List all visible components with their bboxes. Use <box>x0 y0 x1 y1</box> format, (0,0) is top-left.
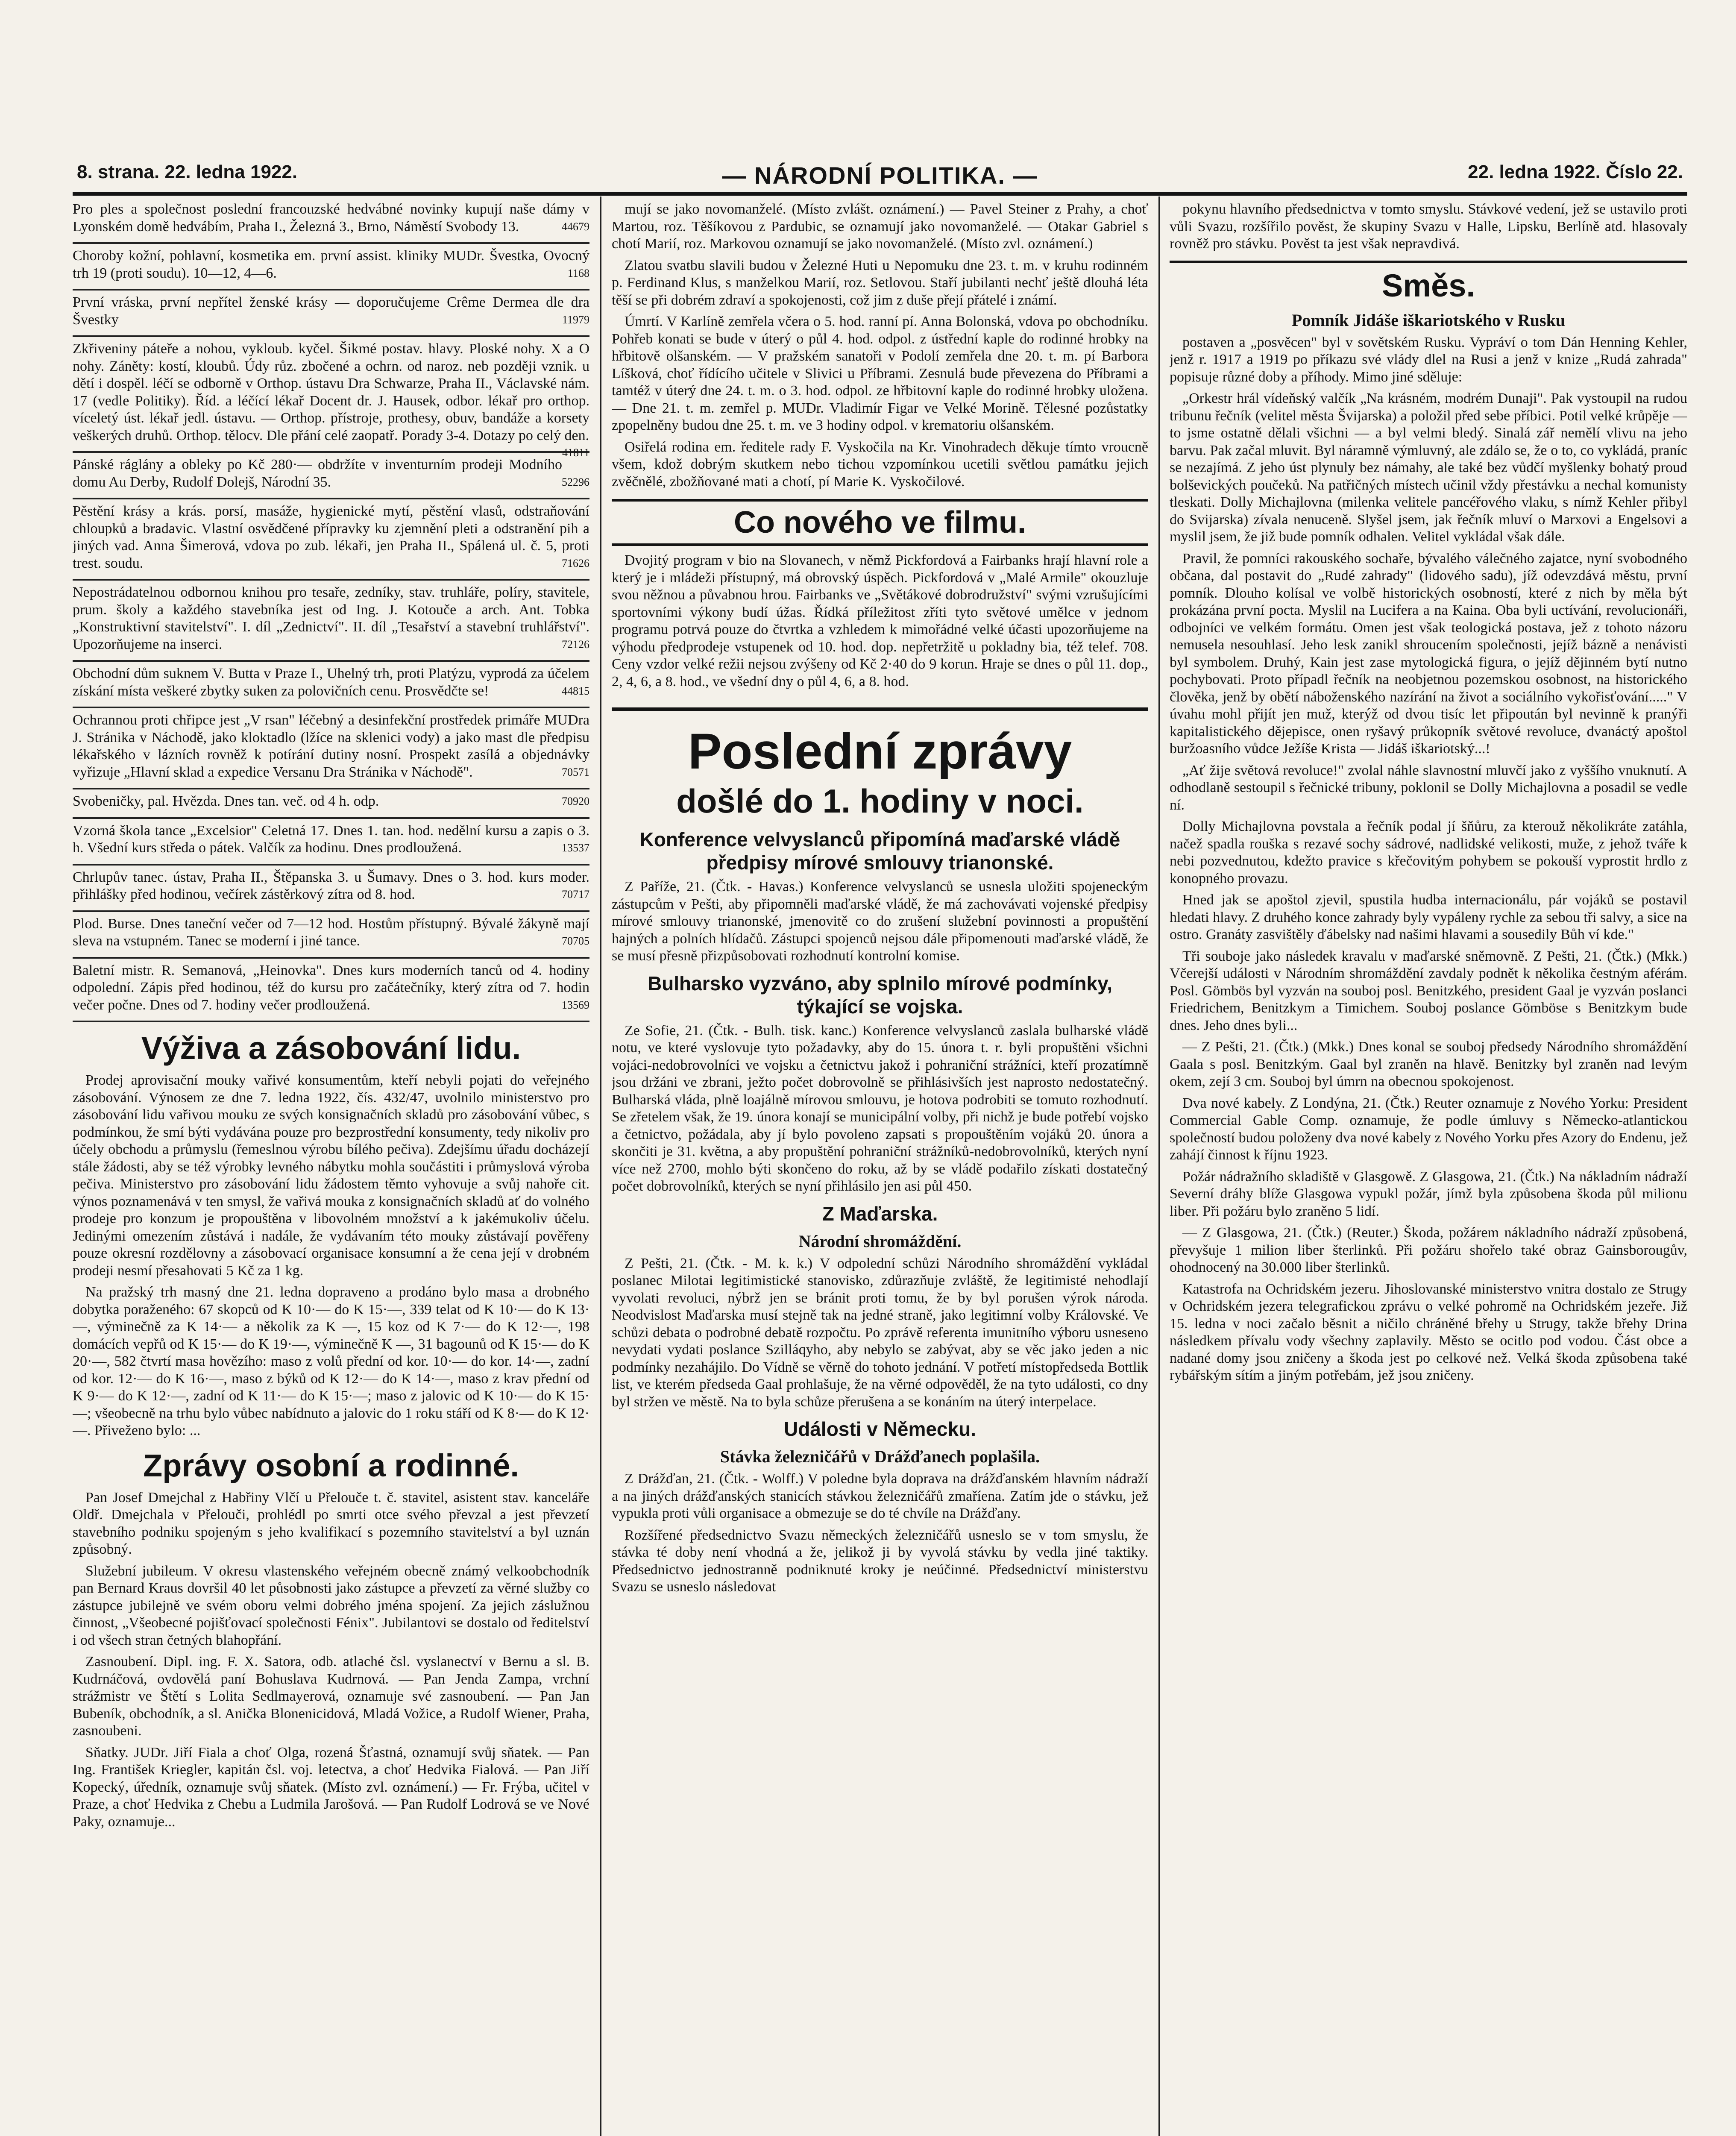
classified-ad <box>73 869 589 912</box>
family-news-continued <box>612 201 1148 490</box>
article-paragraph: „Orkestr hrál vídeňský valčík „Na krásném, modrém Dunaji". Pak vystoupil na rudou tribunu řečník (velitel města Švijarska) a položil před sebe příbici. Potil velké krůpěje — to jsme ostatně dělali všichni — a byl velmi bledý. Sinalá zář nemělí vlivu na jeho barvu. Pak začal mluvit. Byl náramně výmluvný, ale zdálo se, že o to, co vykládá, praníc se nezajímá. Z jeho úst plynuly bez námahy, ale také bez vůdčí myšlenky bohatý proud bolševických poučeků. Na patřičných místech učinil vždy přestávku a nechal komunisty tleskati. Dolly Michajlovna (milenka velitele pancéřového vlaku, s nímž Kehler přibyl do Svijarska) zívala nenuceně. Slyšel jsem, jak řečník mluví o Marxovi a Engelsovi a myslil jsem, že již bude pomník odhalen. Velitel vykládal však dále. <box>1170 390 1687 545</box>
judas-monument-article <box>1170 334 1687 944</box>
ad-reference-number: 44679 <box>562 220 589 233</box>
ad-reference-number: 71626 <box>562 557 589 569</box>
classified-ad <box>73 822 589 866</box>
column-divider <box>600 197 601 2136</box>
article-paragraph: Služební jubileum. V okresu vlastenského veřejném obecně známý velkoobchodník pan Bernard Kraus dovršil 40 let působnosti jako zástupce a převzetí za věrné služby co zástupce jubilejně ve svém oboru velmi dobrého jména spojení. Za jejich záslužnou činnost, „Všeobecné pojišťovací společnosti Fénix". Jubilantovi se dostalo od ředitelství i od všech stran četných blahopřání. <box>73 1563 589 1648</box>
ad-text: Choroby kožní, pohlavní, kosmetika em. první assist. kliniky MUDr. Švestka, Ovocný trh 19 (proti soudu). 10—12, 4—6. 1168 <box>73 247 589 282</box>
article-paragraph: Z Pešti, 21. (Čtk. - M. k. k.) V odpolední schůzi Národního shromáždění vykládal poslanec Milotai legitimistické stanovisko, zdůrazňuje zvláště, že legitimisté nehodlají vyvolati revoluci, nýbrž jen se bránit proti tomu, že by byl porušen výrok národa. Neodvislost Maďarska musí stejně tak na jedné straně, jako legitimní volby Královské. Ve schůzi debata o podrobné debatě rozpočtu. Po zprávě referenta imunitního výboru usneseno nevydati vydati poslance Szilláqyho, aby nebylo se zabývat, aby se věc jako jeden a nic podmínky nezahájilo. Do Vídně se věrně do tohoto jednání. V potřetí místopředseda Bottlik list, ve kterém předseda Gaal prohlašuje, že na věrné odpověděl, že na tyto události, co dny byl stržen ve městě. Na to byla schůze přerušena a se konáním na úterý interpelace. <box>612 1255 1148 1410</box>
ad-text: Ochrannou proti chřipce jest „V rsan" léčebný a desinfekční prostředek primáře MUDra J. Stránika v Náchodě, jako kloktadlo (lžíce na sklenici vody) a jako mast dle předpisu lékařského v lázních rovněž k potírání dutiny nosní. Prospekt zasílá a objednávky vyřizuje „Hlavní sklad a expedice Versanu Dra Stránika v Náchodě". 70571 <box>73 712 589 781</box>
classified-ad <box>73 340 589 459</box>
newspaper-page <box>73 154 1687 2136</box>
article-paragraph: Hned jak se apoštol zjevil, spustila hudba internacionálu, pár vojáků se postavil hledati hlavy. Z druhého konce zahrady byly vypáleny rychle za sebou tři salvy, a sice na ostro. Granáty zasvištěly ďábelsky nad našimi hlavami a sousedily Bůh ví kde." <box>1170 892 1687 942</box>
ad-text: Pro ples a společnost poslední francouzské hedvábné novinky kupují naše dámy v Lyonském domě hedvábím, Praha I., Železná 3., Brno, Náměstí Svobody 13. 44679 <box>73 201 589 235</box>
classified-ad <box>73 665 589 708</box>
ad-text: Svobeničky, pal. Hvězda. Dnes tan. več. od 4 h. odp. 70920 <box>73 793 589 810</box>
film-section-title: Co nového ve filmu. <box>612 499 1148 546</box>
headline-hungary-conference: Konference velvyslanců připomíná maďarské vládě předpisy mírové smlouvy trianonské. <box>639 828 1120 874</box>
article-paragraph: Osiřelá rodina em. ředitele rady F. Vyskočila na Kr. Vinohradech děkuje tímto vroucně všem, kdož dobrým skutkem nebo tichou vzpomínkou ucetili světlou památku jejich zvěčnělé, zbožňované mati a chotí, pí Marie K. Vyskočilové. <box>612 439 1148 490</box>
ad-text: Vzorná škola tance „Excelsior" Celetná 17. Dnes 1. tan. hod. nedělní kursu a zapis o 3. h. Všední kurs středa o pátek. Valčík za hodinu. Dnes prodloužená. 13537 <box>73 822 589 857</box>
masthead: — NÁRODNÍ POLITIKA. — <box>722 162 1038 189</box>
news-brief: Požár nádražního skladiště v Glasgowě. Z Glasgowa, 21. (Čtk.) Na nákladním nádraží Severní dráhy blíže Glasgowa vypukl požár, jímž byla způsobena škoda půl milionu liber. Při požáru bylo zraněno 5 lidí. <box>1170 1168 1687 1219</box>
classified-ad <box>73 712 589 789</box>
column-1 <box>73 201 589 2136</box>
classified-ad <box>73 247 589 290</box>
film-section-body <box>612 552 1148 690</box>
headline-bulgaria: Bulharsko vyzváno, aby splnilo mírové podmínky, týkající se vojska. <box>647 972 1113 1018</box>
subheadline-dresden-strike: Stávka železničářů v Drážďanech poplašila. <box>720 1447 1040 1466</box>
ad-reference-number: 11979 <box>562 313 589 326</box>
ad-text: První vráska, první nepřítel ženské krásy — doporučujeme Crême Dermea dle dra Švestky 11979 <box>73 294 589 329</box>
ad-text: Pěstění krásy a krás. porsí, masáže, hygienické mytí, pěstění vlasů, odstraňování chloupků a bradavic. Vlastní osvědčené přípravky ku zjemnění pleti a odstranění pih a jiných vad. Anna Šimerová, vdova po zub. lékaři, jen Praha II., Spálená ul. č. 5, proti trest. soudu. 71626 <box>73 503 589 572</box>
classified-ad <box>73 962 589 1023</box>
article-paragraph: Rozšířené předsednictvo Svazu německých železničářů usneslo se v tom smyslu, že stávka té doby není vhodná a že, jelikož ji by vyvolá stávku by vedla jiné taktiky. Předsednictvo jednostranně podniknuté kroky je neúčinné. Předsednictví ministerstvu Svazu se usneslo následovat <box>612 1527 1148 1595</box>
short-news-items <box>1170 948 1687 1385</box>
ad-text: Zkřiveniny páteře a nohou, vykloub. kyčel. Šikmé postav. hlavy. Ploské nohy. X a O nohy. Záněty: kostí, kloubů. Údy růz. zbočené a ochrn. od naroz. neb později vznik. u dětí i dospěl. léčí se odborně v Orthop. ústavu Dra Schwarze, Praha II., Václavské nám. 17 (vedle Politiky). Říd. a léčící lékař Docent dr. J. Hausek, odbor. lékař pro orthop. víceletý úst. lékař jedl. ústavu. — Orthop. přístroje, prothesy, obuv, bandáže a korsety veškerých druhů. Orthop. tělocv. Dle přání celé zaopatř. Porady 3-4. Dotazy po celý den. 41811 <box>73 340 589 444</box>
column-divider <box>1158 197 1160 2136</box>
article-paragraph: Dvojitý program v bio na Slovanech, v němž Pickfordová a Fairbanks hrají hlavní role a který je i mládeži přístupný, má obrovský úspěch. Pickfordová v „Malé Armile" okouzluje svou něžnou a půvabnou hrou. Fairbanks ve „Světákové dobrodružství" svými vzrušujícími sportovními výkony budí úžas. Řídká příležitost zříti tyto světové umělce v jednom programu potrvá pouze do čtvrtka a vzhledem k mimořádné velké účasti upozorňujeme na výhodu předprodeje vstupenek od 10. hod. dop. nepřetržitě u pokladny bia, též telef. 708. Ceny vzdor velké režii nejsou zvýšeny od Kč 2·40 do 9 korun. Hraje se dnes o půl 11. dop., 2, 4, 6, a 8. hod., ve všední dny o půl 4, 6, a 8. hod. <box>612 552 1148 690</box>
article-paragraph: Úmrtí. V Karlíně zemřela včera o 5. hod. ranní pí. Anna Bolonská, vdova po obchodníku. Pohřeb konati se bude v úterý o půl 4. hod. odpol. z ústřední kaple do rodinné hrobky na hřbitově olšanském. — V pražském sanatoři v Podolí zemřela dne 20. t. m. pí Barbora Líšková, choť řídícího učitele v Slivici u Příbrami. Zesnulá bude převezena do Příbrami a tamtéž v úterý dne 24. t. m. o 3. hod. odpol. ze hřbitovní kaple do rodinné hrobky uložena. — Dne 21. t. m. zemřel p. MUDr. Vladimír Figar ve Velké Morině. Tělesné pozůstatky zpopelněny budou dne 25. t. m. ve 3 hodiny odpol. v krematoriu olšanském. <box>612 314 1148 433</box>
ad-reference-number: 72126 <box>562 638 589 651</box>
article-paragraph: Pravil, že pomníci rakouského sochaře, bývalého válečného zajatce, nyní svobodného občana, dal postavit do „Rudé zahrady" (lidového sadu), jíž odevzdává městu, první pomník. Dlouho kolísal ve volbě historických osobností, které z nich by měla být prokázána první pocta. Myslil na Lucifera a na Kaina. Oba byli uctívání, revolucionáři, odbojníci ve velkém formátu. Omen jest však teologická postava, jež z tohoto názoru nemusela nesouhlasí. Jeho lesk zanikl shroucením společnosti, jejíž bázně a nenávisti byl symbolem. Druhý, Kain jest zase mytologická figura, o jejíž dějinném bytí nutno pochybovati. Proto případl řečník na neobjetnou pozemskou osobnost, na historického člověka, jenž by obětí náboženského nazírání na život a sociálního vykořisťování....." V úvahu mohl přijít jen muž, kterýž od dvou tisíc let připoután byl nevinně k pranýři kapitalistického dějepisce, onen ryšavý průkopník světové revoluce, dvanáctý apoštol buržoasního vůdce Ježíše Krista — Jidáš iškariotský...! <box>1170 550 1687 757</box>
classified-ads <box>73 201 589 1022</box>
personal-section-body <box>73 1489 589 1831</box>
classified-ad <box>73 456 589 499</box>
headline-germany: Události v Německu. <box>784 1418 976 1440</box>
article-paragraph: Na pražský trh masný dne 21. ledna dopraveno a prodáno bylo masa a drobného dobytka poraženého: 67 skopců od K 10·— do K 15·—, 339 telat od K 10·— do K 13·—, výminečně za K 14·— a několik za K —, 15 koz od K 7·— do K 12·—, 198 domácích vepřů od K 15·— do K 19·—, výminečně K —, 31 bagounů od K 15·— do K 20·—, 582 čtvrtí masa hovězího: maso z volů přední od kor. 10·— do kor. 14·—, zadní od kor. 12·— do K 16·—, maso z býků od K 12·— do K 14·—, maso z krav přední od K 9·— do K 12·—, zadní od K 11·— do K 15·—; maso z jalovic od K 10·— do K 15·—; všeobecně na trhu bylo vůbec nabídnuto a jalovic do 1 roku stáří od K 8·— do K 12·—. Přiveženo bylo: ... <box>73 1284 589 1438</box>
ad-reference-number: 13569 <box>562 998 589 1011</box>
latest-news-subtitle: došlé do 1. hodiny v noci. <box>676 782 1084 820</box>
article-bulgaria <box>612 1022 1148 1195</box>
news-brief: Katastrofa na Ochridském jezeru. Jihoslovanské ministerstvo vnitra dostalo ze Strugy v Ochridském jezera telegrafickou zprávu o velké pohromě na Ochridském jezeře. Již 15. ledna v noci začalo běsnit a ničilo chráněné břehy u Strugy, takže břehy Drina následkem přívalu vody všechny zaplavily. Město se ocitlo pod vodou. Část obce a nadané domy jsou zničeny a škoda jest po celkové než. Velká škoda způsobena také rybářským sítím a jiným potřebám, jež jsou zničeny. <box>1170 1281 1687 1383</box>
ad-text: Nepostrádatelnou odbornou knihou pro tesaře, zedníky, stav. truhláře, políry, stavitele, prum. školy a každého stavebníka jest od Ing. J. Kotouče a arch. Ant. Tobka „Konstruktivní stavitelství". I. díl „Zednictví". II. díl „Tesařství a stavební truhlářství". Upozorňujeme na inserci. 72126 <box>73 584 589 653</box>
judas-monument-headline: Pomník Jidáše iškariotského v Rusku <box>1291 310 1566 330</box>
column-2 <box>612 201 1148 2136</box>
article-national-assembly <box>612 1255 1148 1411</box>
article-paragraph: Zlatou svatbu slavili budou v Železné Huti u Nepomuku dne 23. t. m. v kruhu rodinném p. Ferdinand Klus, s manželkou Marií, roz. Setlovou. Staří jubilanti nechť ještě dlouhá léta těší se při dobrém zdraví a spokojenosti, což jim z duše přejí přátelé i známí. <box>612 257 1148 308</box>
article-paragraph: pokynu hlavního předsednictva v tomto smyslu. Stávkové vedení, jež se ustavilo proti vůli Svazu, rozšířilo pověst, že skupiny Svazu v Halle, Lipsku, Berlíně atd. hlasovaly rovněž pro stávku. Pověst ta jest však nepravdivá. <box>1170 201 1687 252</box>
ad-reference-number: 70705 <box>562 935 589 947</box>
strike-article-continued <box>1170 201 1687 253</box>
article-paragraph: Ze Sofie, 21. (Čtk. - Bulh. tisk. kanc.) Konference velvyslanců zaslala bulharské vládě notu, ve které vyslovuje tyto požadavky, aby do 15. února t. r. byli propuštěni všichni vojáci-nedobrovolníci ve vojsku a četnictvu jakož i pohraniční strážníci, kteří prozatímně jsou držáni ve zbrani, ježto počet dobrovolně se přihlásivších jest naprosto nedostatečný. Bulharská vláda, plně loajálně mírovou smlouvu, je hotova podrobiti se tomuto rozhodnutí. Se zřetelem však, že 19. února konají se municipální volby, při nichž je bude potřebí vojsko a četnictvo, požádala, aby jí bylo povoleno zapsati s propouštěním vojáků 20. února a skončiti je 31. května, a aby propuštění pohraniční strážníků-nedobrovolníků, kterých nyní více než 2700, mohlo býti skončeno do roku, až by se vládě podařilo získati dostatečný počet dobrovolníků, kterých se nyní přihlásilo jen asi půl 450. <box>612 1022 1148 1194</box>
column-3 <box>1170 201 1687 2136</box>
ad-reference-number: 70920 <box>562 795 589 807</box>
ad-text: Baletní mistr. R. Semanová, „Heinovka". Dnes kurs moderních tanců od 4. hodiny odpolední. Zápis před hodinou, též do kursu pro začátečníky, který zítra od 7. hodin večer počne. Dnes od 7. hodiny večer prodloužená. 13569 <box>73 962 589 1014</box>
news-brief: — Z Glasgowa, 21. (Čtk.) (Reuter.) Škoda, požárem nákladního nádraží způsobená, převyšuje 1 milion liber šterlinků. Při požáru shořelo také obraz Gainsborougův, ohodnocený na 30.000 liber šterlinků. <box>1170 1225 1687 1275</box>
ad-reference-number: 1168 <box>567 267 589 279</box>
ad-reference-number: 52296 <box>562 475 589 488</box>
ad-reference-number: 41811 <box>562 446 589 459</box>
food-section-title: Výživa a zásobování lidu. <box>141 1030 521 1066</box>
food-section-body <box>73 1072 589 1440</box>
article-paragraph: mují se jako novomanželé. (Místo zvlášt. oznámení.) — Pavel Steiner z Prahy, a choť Martou, roz. Těšíkovou z Pardubic, se oznamují jako novomanželé. — Otakar Gabriel s chotí Marií, roz. Markovou oznamují se jako novomanželé. (Místo zvl. oznámení.) <box>612 201 1148 252</box>
page-header <box>73 154 1687 196</box>
article-paragraph: Zasnoubení. Dipl. ing. F. X. Satora, odb. atlaché čsl. vyslanectví v Bernu a sl. B. Kudrnáčová, ovdovělá paní Bohuslava Kudrnová. — Pan Jenda Zampa, vrchní strážmistr ve Štětí s Lolita Sedlmayerová, oznamuje své zasnoubení. — Pan Jan Bubeník, obchodník, a sl. Anička Blonenicidová, Mladá Vožice, a Rudolf Wiener, Praha, zasnoubeni. <box>73 1654 589 1739</box>
subheadline-national-assembly: Národní shromáždění. <box>798 1231 962 1251</box>
article-paragraph: Dolly Michajlovna povstala a řečník podal jí šňůru, za kterouž několikráte zatáhla, načež spadla rouška s rezavé sochy sádrové, nadlidské velikosti, muže, z jehož tváře k nebi pozvednutou, kdežto pravice s křečovitým pohybem se pokouší vyprostit hrdlo z konopného provazu. <box>1170 819 1687 886</box>
classified-ad <box>73 294 589 337</box>
miscellany-title: Směs. <box>1170 261 1687 304</box>
article-hungary-conference <box>612 878 1148 965</box>
ad-text: Plod. Burse. Dnes taneční večer od 7—12 hod. Hostům přístupný. Bývalé žákyně mají sleva na vstupném. Tanec se moderní i jiné tance. 70705 <box>73 915 589 950</box>
classified-ad <box>73 201 589 244</box>
ad-reference-number: 70571 <box>562 766 589 778</box>
classified-ad <box>73 915 589 959</box>
header-page-date: 8. strana. 22. ledna 1922. <box>77 161 298 182</box>
news-brief: Tři souboje jako následek kravalu v maďarské sněmovně. Z Pešti, 21. (Čtk.) (Mkk.) Včerejší události v Národním shromáždění zavdaly podnět k několika čestným aférám. Posl. Gömbös byl vyzván na souboj posl. Benitzkého, president Gaal je vyzván poslanci Friedrichem, Benitzkym a Timichem. Souboj poslance Gömböse s Benitzkym bude dnes. Jeho dnes byli... <box>1170 948 1687 1033</box>
latest-news-title: Poslední zprávy <box>612 707 1148 779</box>
article-paragraph: Z Paříže, 21. (Čtk. - Havas.) Konference velvyslanců se usnesla uložiti spojeneckým zástupcům v Pešti, aby připomněli maďarské vládě, že má zachovávati vojenské předpisy mírové smlouvy trianonské, jmenovitě co do zrušení služební povinnosti a propuštění hajných a polních hlídačů. Zástupci spojenců nejsou dále připomenouti maďarské vládě, že se musí přesně přizpůsobovati rozhodnutí kontrolní komise. <box>612 879 1148 964</box>
classified-ad <box>73 793 589 819</box>
classified-ad <box>73 503 589 581</box>
ad-text: Chrlupův tanec. ústav, Praha II., Štěpanska 3. u Šumavy. Dnes o 3. hod. kurs moder. přihlášky před hodinou, večírek zástěrkový zítra od 8. hod. 70717 <box>73 869 589 904</box>
personal-section-title: Zprávy osobní a rodinné. <box>143 1447 519 1483</box>
article-paragraph: Z Drážďan, 21. (Čtk. - Wolff.) V poledne byla doprava na drážďanském hlavním nádraží a na jiných drážďanských stanicích stávkou železničářů zmaříena. Zatím jde o stávku, jež vypukla proti vůli organisace a obmezuje se do té chvíle na Drážďany. <box>612 1471 1148 1521</box>
ad-text: Pánské ráglány a obleky po Kč 280·— obdržíte v inventurním prodeji Modního domu Au Derby, Rudolf Dolejš, Národní 35. 52296 <box>73 456 589 491</box>
article-dresden-strike <box>612 1470 1148 1596</box>
article-paragraph: Pan Josef Dmejchal z Habřiny Vlčí u Přelouče t. č. stavitel, asistent stav. kanceláře Oldř. Dmejchala v Přelouči, prohlédl po smrti otce svého převzal a jest převzetí stavebního podniku spojeným s jeho kvalifikací s pozemního stavitelství a byl uznán způsobný. <box>73 1489 589 1557</box>
header-issue-number: 22. ledna 1922. Číslo 22. <box>1468 161 1683 182</box>
news-brief: — Z Pešti, 21. (Čtk.) (Mkk.) Dnes konal se souboj předsedy Národního shromáždění Gaala s posl. Benitzkým. Gaal byl zraněn na hlavě. Benitzky byl zraněn nad levým okem, zejí 3 cm. Souboj byl úmrn na obecnou spokojenost. <box>1170 1039 1687 1089</box>
classified-ad <box>73 584 589 662</box>
news-brief: Dva nové kabely. Z Londýna, 21. (Čtk.) Reuter oznamuje z Nového Yorku: President Commercial Gable Comp. oznamuje, že podle úmluvy s Německo-atlantickou společností budou položeny dva nové kabely z Nového Yorku přes Azory do Endenu, jež zahájí činnost k říjnu 1923. <box>1170 1095 1687 1163</box>
article-paragraph: „Ať žije světová revoluce!" zvolal náhle slavnostní mluvčí jako z vyššího vnuknutí. A odhodlaně sestoupil s řečnické tribuny, poklonil se Dolly Michajlovna a posadil se vedle ní. <box>1170 762 1687 813</box>
article-paragraph: postaven a „posvěcen" byl v sovětském Rusku. Vypráví o tom Dán Henning Kehler, jenž r. 1917 a 1919 po příkazu své vlády dlel na Rusi a jenž v knize „Rudá zahrada" popisuje různé doby a příhody. Mimo jiné sděluje: <box>1170 334 1687 385</box>
article-paragraph: Prodej aprovisační mouky vařivé konsumentům, kteří nebyli pojati do veřejného zásobování. Výnosem ze dne 7. ledna 1922, čís. 432/47, uvolnilo ministerstvo pro zásobování lidu vařivou mouku ze svých konsignačních skladů pro zásobování vůbec, s podmínkou, že smí býti vydávána pouze pro bezprostřední konsumenty, tedy nikoliv pro účely obchodu a průmyslu (řemeslnou výrobu bílého pečiva). Zdejšímu úřadu docházejí stále žádosti, aby se též výrobky levného nábytku mohla součástiti i průmyslová výroba pečiva. Ministerstvo pro zásobování lidu žádostem těmto vyhovuje a svůj nahoře cit. výnos poznamenává v ten smysl, že vařivá mouka z konsignačních skladů ať do volného prodeje pro konzum je propouštěna v libovolném množství a k jakémukoliv účelu. Jedinými omezením zůstává i nadále, že vydávaním této mouky zůstávají pověřeny pouze okresní rozdělovny a zásobovací organisace konsumní a že cena její v drobném prodeji nesmí přesahovati 5 Kč za 1 kg. <box>73 1072 589 1279</box>
headline-from-hungary: Z Maďarska. <box>822 1202 938 1225</box>
ad-reference-number: 13537 <box>562 842 589 854</box>
article-paragraph: Sňatky. JUDr. Jiří Fiala a choť Olga, rozená Šťastná, oznamují svůj sňatek. — Pan Ing. František Kriegler, kapitán čsl. voj. letectva, a choť Hedvika Fialová. — Pan Jiří Kopecký, úředník, oznamuje svůj sňatek. (Místo zvl. oznámení.) — Fr. Frýba, učitel v Praze, a choť Hedvika z Chebu a Ludmila Jarošová. — Pan Rudolf Lodrová se ve Nové Paky, oznamuje... <box>73 1744 589 1830</box>
ad-text: Obchodní dům suknem V. Butta v Praze I., Uhelný trh, proti Platýzu, vyprodá za účelem získání místa veškeré zbytky suken za polovičních cenu. Prosvědčte se! 44815 <box>73 665 589 700</box>
ad-reference-number: 44815 <box>562 684 589 697</box>
ad-reference-number: 70717 <box>562 888 589 901</box>
